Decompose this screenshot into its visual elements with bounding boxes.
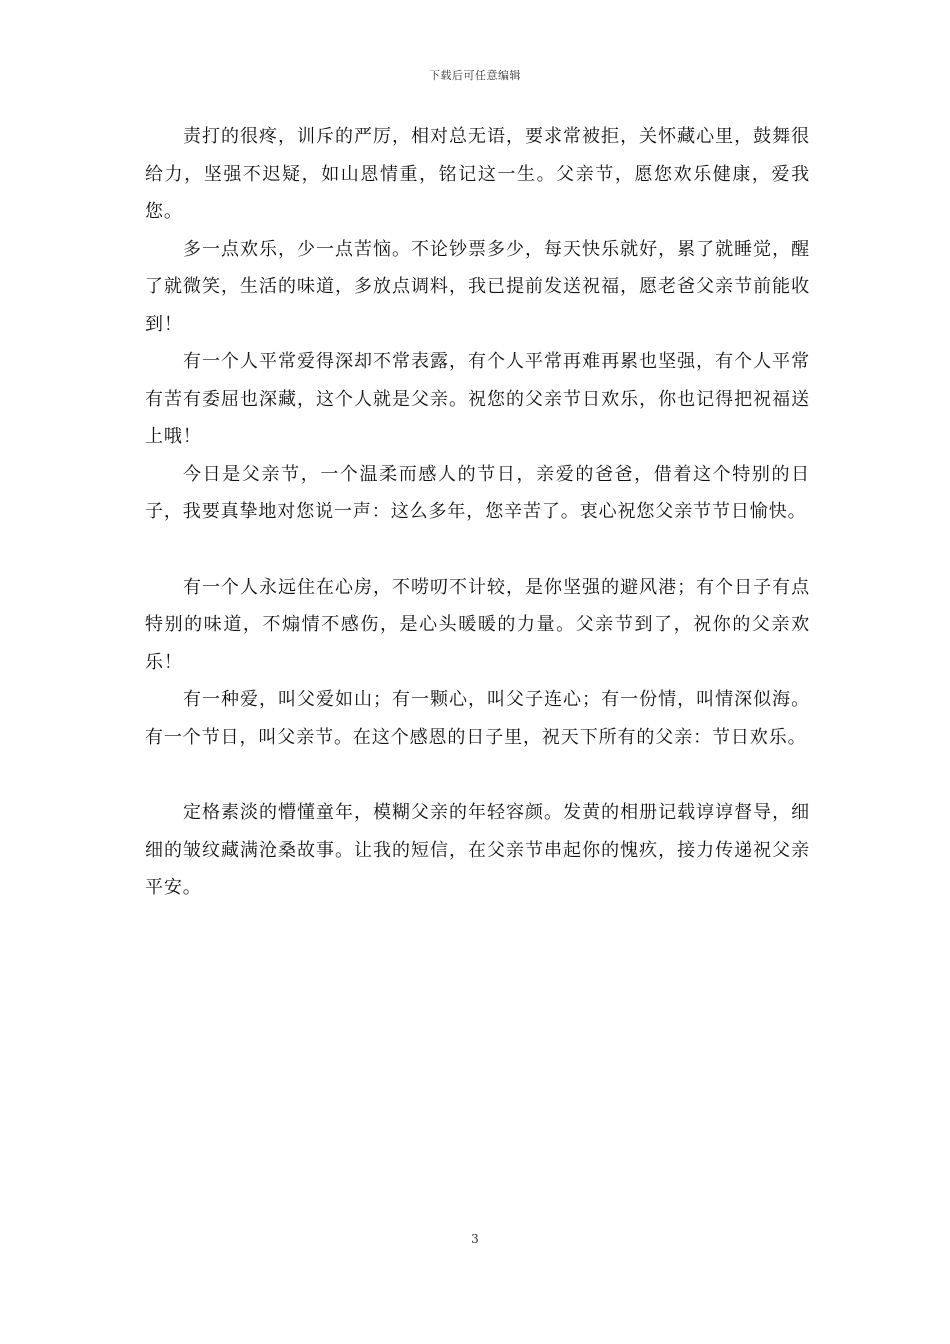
paragraph: 今日是父亲节，一个温柔而感人的节日，亲爱的爸爸，借着这个特别的日子，我要真挚地对您说一声：这么多年，您辛苦了。衷心祝您父亲节节日愉快。 (145, 463, 810, 522)
page-header: 下载后可任意编辑 (429, 69, 521, 82)
paragraph: 有一个人永远住在心房，不唠叨不计较，是你坚强的避风港；有个日子有点特别的味道，不煽情不感伤，是心头暖暖的力量。父亲节到了，祝你的父亲欢乐！ (145, 576, 810, 673)
paragraph: 多一点欢乐，少一点苦恼。不论钞票多少，每天快乐就好，累了就睡觉，醒了就微笑，生活的味道，多放点调料，我已提前发送祝福，愿老爸父亲节前能收到！ (145, 238, 810, 335)
paragraph: 定格素淡的懵懂童年，模糊父亲的年轻容颜。发黄的相册记载谆谆督导，细细的皱纹藏满沧桑故事。让我的短信，在父亲节串起你的愧疚，接力传递祝父亲平安。 (145, 802, 810, 898)
paragraph: 有一种爱，叫父爱如山；有一颗心，叫父子连心；有一份情，叫情深似海。有一个节日，叫父亲节。在这个感恩的日子里，祝天下所有的父亲：节日欢乐。 (145, 689, 810, 748)
paragraph: 有一个人平常爱得深却不常表露，有个人平常再难再累也坚强，有个人平常有苦有委屈也深藏，这个人就是父亲。祝您的父亲节日欢乐，你也记得把祝福送上哦！ (145, 351, 810, 447)
paragraph: 责打的很疼，训斥的严厉，相对总无语，要求常被拒，关怀藏心里，鼓舞很给力，坚强不迟疑，如山恩情重，铭记这一生。父亲节，愿您欢乐健康，爱我您。 (145, 126, 810, 222)
page-number: 3 (471, 1232, 479, 1246)
blank-line (145, 531, 810, 569)
document-body (145, 118, 810, 907)
blank-line (145, 756, 810, 794)
